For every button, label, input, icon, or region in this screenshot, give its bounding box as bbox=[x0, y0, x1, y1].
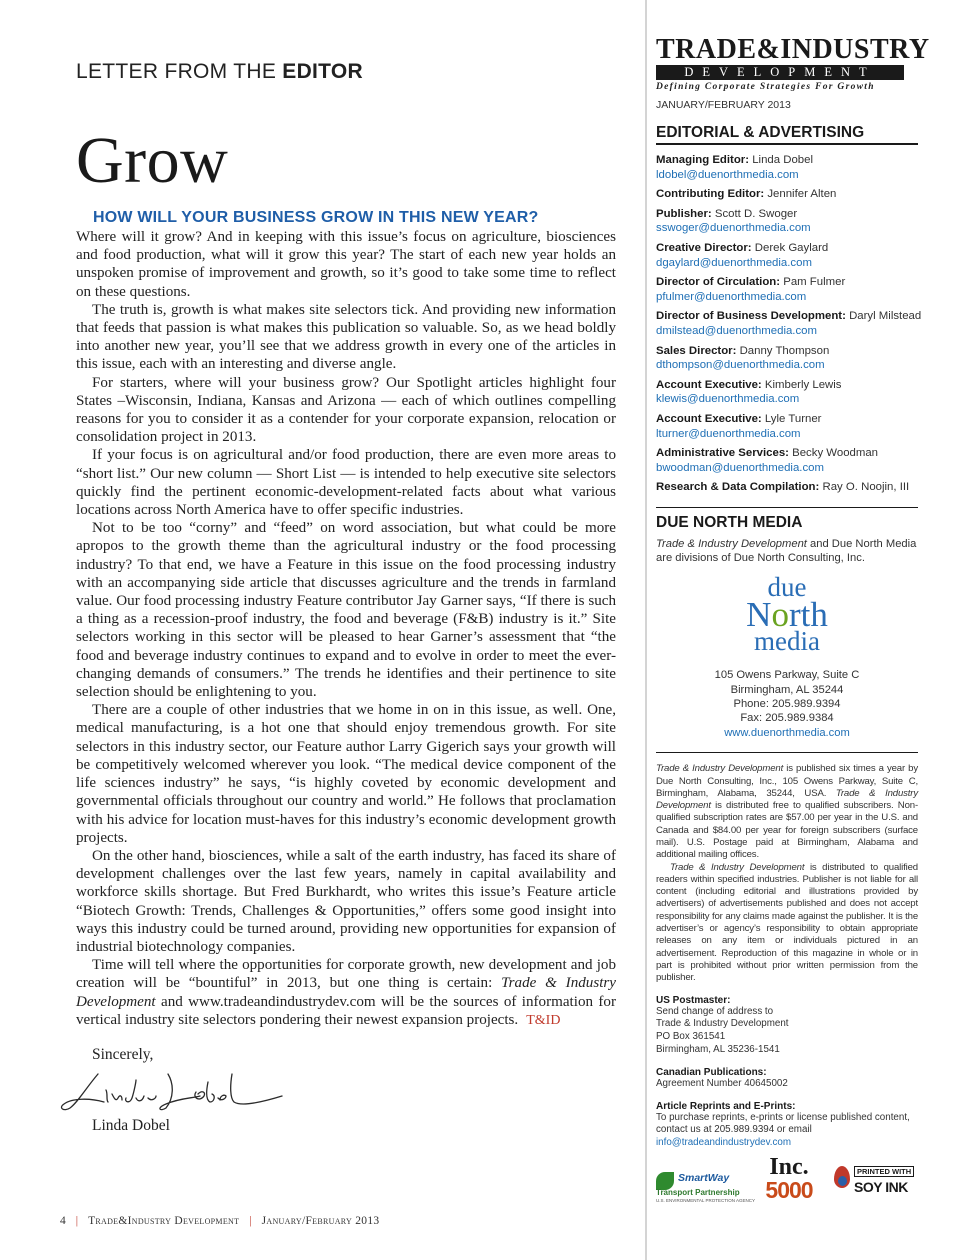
ink-drop-inner-icon bbox=[838, 1176, 847, 1186]
staff-entry bbox=[656, 480, 918, 495]
staff-email[interactable]: dthompson@duenorthmedia.com bbox=[656, 359, 825, 372]
staff-entry bbox=[656, 207, 918, 236]
staff-email[interactable]: sswoger@duenorthmedia.com bbox=[656, 222, 811, 235]
postmaster-address bbox=[656, 1006, 918, 1057]
lede: HOW WILL YOUR BUSINESS GROW IN THIS NEW YEAR? bbox=[93, 209, 539, 226]
publication-logo-bar: DEVELOPMENT bbox=[656, 65, 904, 80]
legal-paragraph bbox=[656, 763, 918, 861]
staff-role: Managing Editor: bbox=[656, 154, 750, 166]
footer-issue: January/February 2013 bbox=[261, 1215, 380, 1227]
page-footer bbox=[60, 1215, 379, 1227]
inc-5000-badge bbox=[756, 1153, 822, 1206]
staff-email[interactable]: bwoodman@duenorthmedia.com bbox=[656, 461, 824, 474]
reprints-email-link[interactable]: info@tradeandindustrydev.com bbox=[656, 1137, 792, 1149]
footer-publication: Trade&Industry Development bbox=[88, 1215, 240, 1227]
staff-name: Scott D. Swoger bbox=[714, 207, 798, 220]
staff-role: Account Executive: bbox=[656, 412, 762, 425]
staff-name: Linda Dobel bbox=[752, 154, 813, 166]
paragraph: There are a couple of other industries that we home in on in this issue, as well. One, medical manufacturing, is a hot one that should enjoy tremendous growth. For site selectors in this industry sector, our Feature author Larry Gigerich says your growth will be competitively welcomed wherever you look. “The medical device component of the life sciences industry” he says, “is highly coveted by economic development and governmental officials throughout our country and world.” He follows that proclamation with his advice for location must-haves for this industry’s economic development growth projects. bbox=[76, 702, 616, 846]
staff-role: Director of Circulation: bbox=[656, 276, 781, 289]
column-divider bbox=[645, 0, 647, 1260]
legal-paragraph bbox=[656, 862, 918, 985]
staff-entry bbox=[656, 378, 918, 407]
soy-label-top: PRINTED WITH bbox=[854, 1166, 914, 1177]
staff-email[interactable]: dgaylard@duenorthmedia.com bbox=[656, 256, 812, 269]
headline: Grow bbox=[76, 124, 229, 197]
staff-email[interactable]: pfulmer@duenorthmedia.com bbox=[656, 290, 807, 303]
dnm-desc-italic: Trade & Industry Development bbox=[656, 537, 807, 550]
reprints-body: To purchase reprints, e-prints or license published content, contact us at 205.989.9394 or email bbox=[656, 1111, 910, 1136]
soy-label-main: SOY INK bbox=[854, 1178, 908, 1195]
staff-name: Ray O. Noojin, III bbox=[822, 481, 910, 494]
legal-italic: Trade & Industry Development bbox=[656, 763, 784, 775]
paragraph: If your focus is on agricultural and/or food production, there are even more areas to “short list.” Our new column — Short List — is intended to help executive site selectors quickly find the pertinent economic-development-related facts about what various locations across North America have to offer specific industries. bbox=[76, 447, 616, 519]
logo-letters: rth bbox=[788, 594, 828, 634]
closing-paragraph bbox=[76, 956, 616, 1030]
publication-logo-top: TRADE&INDUSTRY bbox=[656, 34, 930, 65]
staff-entry bbox=[656, 153, 918, 182]
legal-italic: Trade & Industry Development bbox=[670, 861, 805, 873]
reprints-text bbox=[656, 1112, 918, 1150]
paragraph: Not to be too “corny” and “feed” on word association, but what could be more apropos to the growth theme than the agricultural industry or the food processing industry? To that end, we have a Feature in this issue on the food processing industry with an accompanying side article that discusses agriculture and the trends in farmland value. Our food processing industry Feature contributor Jay Garner says, “If there is such a thing as a recession-proof industry, the food and beverage (F&B) industry is it.” Site selectors working in this sector will be pleased to hear Garner’s assessment that “the food and beverage industry continues to expand and to evolve in order to meet the ever-changing demands of consumers.” The trends he identifies and their pertinence to site selection should be enlightening to you. bbox=[76, 520, 616, 701]
legal-text: is distributed to qualified readers within specified industries. Publisher is not liable for all content (including editorial and illustrations provided by advertisers) of advertisements published and does not accept responsibility for any claims made against the publisher. It is the advertiser’s or agency’s responsibility to obtain appropriate releases on any item or individuals pictured in an advertisement. Reproduction of this magazine in whole or in part is prohibited without prior written permission from the publisher. bbox=[656, 861, 918, 984]
signature-image bbox=[56, 1068, 316, 1116]
address-phone: Phone: 205.989.9394 bbox=[733, 697, 841, 710]
postmaster-line: Birmingham, AL 35236-1541 bbox=[656, 1043, 780, 1055]
staff-role: Administrative Services: bbox=[656, 447, 789, 460]
paragraph: On the other hand, biosciences, while a salt of the earth industry, has faced its share of development challenges over the last few years, namely in capital availability and workforce skills shortage. But Fred Burkhardt, who writes this issue’s Feature article “Biotech Growth: Trends, Challenges & Opportunities,” offers some good insight into ways this industry could be turned around, providing new opportunities for expansion of industrial biotechnology companies. bbox=[76, 847, 616, 955]
section-divider bbox=[656, 752, 918, 753]
closing-start: Time will tell where the opportunities for corporate growth, new development and job creation will be “bountiful” in 2013, but one thing is certain: bbox=[76, 957, 616, 992]
staff-role: Director of Business Development: bbox=[656, 310, 846, 323]
staff-entry bbox=[656, 446, 918, 475]
staff-name: Pam Fulmer bbox=[783, 276, 846, 289]
postmaster-heading: US Postmaster: bbox=[656, 994, 731, 1006]
address-city: Birmingham, AL 35244 bbox=[730, 683, 844, 696]
compass-o-icon: o bbox=[771, 594, 789, 634]
postmaster-line: Trade & Industry Development bbox=[656, 1018, 789, 1030]
dnm-description bbox=[656, 537, 918, 566]
staff-entry bbox=[656, 412, 918, 441]
end-mark: T&ID bbox=[526, 1012, 561, 1028]
staff-email[interactable]: ldobel@duenorthmedia.com bbox=[656, 168, 799, 181]
staff-entry bbox=[656, 241, 918, 270]
smartway-title: SmartWay bbox=[678, 1171, 730, 1184]
smartway-badge bbox=[656, 1171, 756, 1203]
staff-name: Derek Gaylard bbox=[754, 241, 829, 254]
staff-name: Lyle Turner bbox=[764, 412, 822, 425]
logo-word-media: media bbox=[754, 626, 820, 657]
smartway-agency: U.S. ENVIRONMENTAL PROTECTION AGENCY bbox=[656, 1197, 756, 1203]
address-street: 105 Owens Parkway, Suite C bbox=[714, 669, 860, 682]
staff-role: Sales Director: bbox=[656, 344, 737, 357]
postmaster-line: Send change of address to bbox=[656, 1005, 774, 1017]
staff-email[interactable]: klewis@duenorthmedia.com bbox=[656, 393, 800, 406]
section-kicker bbox=[76, 60, 616, 84]
editorial-heading: EDITORIAL & ADVERTISING bbox=[656, 124, 918, 145]
letter-body bbox=[76, 228, 616, 1030]
page-number: 4 bbox=[60, 1215, 66, 1227]
staff-name: Danny Thompson bbox=[739, 344, 830, 357]
badge-row bbox=[656, 1153, 918, 1206]
dnm-heading: DUE NORTH MEDIA bbox=[656, 513, 803, 531]
due-north-media-logo bbox=[656, 571, 918, 657]
logo-letter: N bbox=[746, 594, 772, 634]
inc-title: Inc. bbox=[769, 1153, 809, 1180]
canadian-heading: Canadian Publications: bbox=[656, 1066, 767, 1078]
staff-entry bbox=[656, 275, 918, 304]
letter-column bbox=[76, 60, 616, 1135]
kicker-bold: EDITOR bbox=[282, 60, 364, 83]
paragraph: Where will it grow? And in keeping with this issue’s focus on agriculture, biosciences and food production, what will it grow this year? The start of each new year holds an unspoken promise of improvement and growth, so it’s good to take some time to reflect on these questions. bbox=[76, 229, 616, 300]
section-divider bbox=[656, 507, 918, 508]
staff-entry bbox=[656, 187, 918, 202]
staff-entry bbox=[656, 344, 918, 373]
website-link[interactable]: www.duenorthmedia.com bbox=[724, 726, 850, 739]
staff-role: Research & Data Compilation: bbox=[656, 481, 820, 494]
publication-tagline: Defining Corporate Strategies For Growth bbox=[656, 82, 875, 92]
staff-role: Contributing Editor: bbox=[656, 188, 765, 201]
staff-role: Account Executive: bbox=[656, 378, 762, 391]
staff-name: Daryl Milstead bbox=[849, 310, 922, 323]
kicker-light: LETTER FROM THE bbox=[76, 60, 283, 83]
address-block bbox=[656, 668, 918, 740]
staff-name: Kimberly Lewis bbox=[764, 378, 842, 391]
issue-date: JANUARY/FEBRUARY 2013 bbox=[656, 99, 791, 111]
logo-word-north bbox=[656, 594, 918, 634]
legal-italic: Trade & Industry Development bbox=[656, 787, 918, 812]
soy-ink-badge bbox=[834, 1164, 918, 1204]
staff-name: Becky Woodman bbox=[792, 447, 879, 460]
footer-separator: | bbox=[249, 1215, 252, 1227]
signature-name: Linda Dobel bbox=[92, 1116, 170, 1134]
staff-role: Publisher: bbox=[656, 207, 712, 220]
paragraph: The truth is, growth is what makes site selectors tick. And providing new information that feeds that passion is what makes this publication so valuable. So, as we head boldly into another new year, you’ll see that we address growth in every one of the articles in this issue, each with an interesting and diverse angle. bbox=[76, 301, 616, 373]
staff-entry bbox=[656, 309, 922, 338]
smartway-subtitle: Transport Partnership bbox=[656, 1187, 740, 1197]
staff-name: Jennifer Alten bbox=[767, 188, 837, 201]
postmaster-line: PO Box 361541 bbox=[656, 1031, 726, 1043]
reprints-heading: Article Reprints and E-Prints: bbox=[656, 1100, 796, 1112]
legal-text: is distributed free to qualified subscribers. Non-qualified subscription rates are $57.00 per year in the U.S. and Canada and $84.00 per year for foreign subscribers (surface mail). U.S. Postage paid at Birmingham, Alabama and additional mailing offices. bbox=[656, 800, 918, 861]
legal-text: is published six times a year by Due North Consulting, Inc., 105 Owens Parkway, Suite C, Birmingham, Alabama, 35244, USA. bbox=[656, 763, 918, 799]
staff-email[interactable]: dmilstead@duenorthmedia.com bbox=[656, 324, 817, 337]
canadian-agreement: Agreement Number 40645002 bbox=[656, 1077, 788, 1089]
dnm-desc-rest: and Due North Media are divisions of Due North Consulting, Inc. bbox=[656, 537, 917, 565]
inc-number: 5000 bbox=[765, 1176, 813, 1203]
masthead-sidebar bbox=[656, 34, 930, 1206]
legal-notice bbox=[656, 763, 918, 984]
footer-separator: | bbox=[75, 1215, 79, 1227]
sign-off: Sincerely, bbox=[92, 1045, 154, 1063]
staff-role: Creative Director: bbox=[656, 241, 752, 254]
address-fax: Fax: 205.989.9384 bbox=[740, 712, 834, 725]
closing-end: and www.tradeandindustrydev.com will be the sources of information for vertical industry site selectors pondering their newest expansion projects. bbox=[76, 993, 616, 1028]
logo-word-due: due bbox=[767, 571, 807, 602]
staff-list bbox=[656, 153, 922, 495]
paragraph: For starters, where will your business grow? Our Spotlight articles highlight four States –Wisconsin, Indiana, Kansas and Arizona — each of which outlines compelling reasons for you to consider it as a contender for your corporate expansion, relocation or consolidation project in 2013. bbox=[76, 374, 616, 446]
closing-italic: Trade & Industry Development bbox=[76, 975, 616, 1010]
staff-email[interactable]: lturner@duenorthmedia.com bbox=[656, 427, 801, 440]
